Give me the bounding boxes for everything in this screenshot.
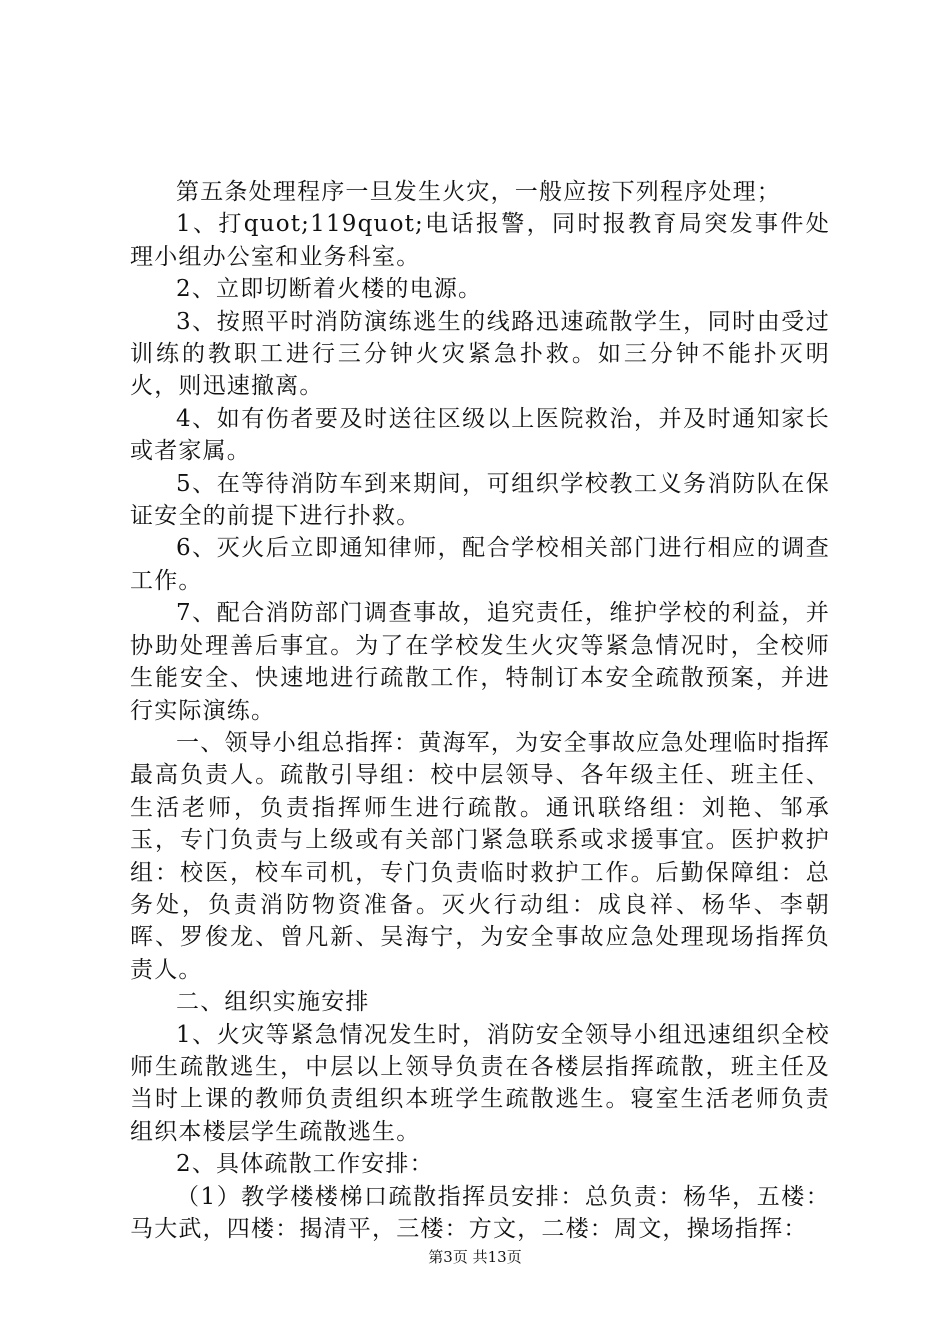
page-footer: 第3页 共13页	[428, 1248, 522, 1266]
paragraph-section-2-subitem-1: （1）教学楼楼梯口疏散指挥员安排：总负责：杨华，五楼：马大武，四楼：揭清平，三楼：方文，二楼：周文，操场指挥：	[130, 1183, 830, 1242]
paragraph-step-6: 6、灭火后立即通知律师，配合学校相关部门进行相应的调查工作。	[130, 535, 830, 594]
paragraph-section-2-item-1: 1、火灾等紧急情况发生时，消防安全领导小组迅速组织全校师生疏散逃生，中层以上领导负责在各楼层指挥疏散，班主任及当时上课的教师负责组织本班学生疏散逃生。寝室生活老师负责组织本楼层学生疏散逃生。	[130, 1021, 830, 1145]
document-body	[130, 176, 830, 1245]
paragraph-step-4: 4、如有伤者要及时送往区级以上医院救治，并及时通知家长或者家属。	[130, 405, 830, 465]
paragraph-step-5: 5、在等待消防车到来期间，可组织学校教工义务消防队在保证安全的前提下进行扑救。	[130, 470, 830, 530]
paragraph-article-5: 第五条处理程序一旦发生火灾，一般应按下列程序处理；	[176, 179, 781, 205]
section-heading-2: 二、组织实施安排	[176, 989, 370, 1016]
paragraph-section-1: 一、领导小组总指挥：黄海军，为安全事故应急处理临时指挥最高负责人。疏散引导组：校中层领导、各年级主任、班主任、生活老师，负责指挥师生进行疏散。通讯联络组：刘艳、邹承玉，专门负责与上级或有关部门紧急联系或求援事宜。医护救护组：校医，校车司机，专门负责临时救护工作。后勤保障组：总务处，负责消防物资准备。灭火行动组：成良祥、杨华、李朝晖、罗俊龙、曾凡新、吴海宁，为安全事故应急处理现场指挥负责人。	[130, 729, 830, 983]
paragraph-step-2: 2、立即切断着火楼的电源。	[176, 276, 483, 303]
paragraph-step-7: 7、配合消防部门调查事故，追究责任，维护学校的利益，并协助处理善后事宜。为了在学校发生火灾等紧急情况时，全校师生能安全、快速地进行疏散工作，特制订本安全疏散预案，并进行实际演练。	[130, 600, 830, 724]
paragraph-step-1: 1、打quot;119quot;电话报警，同时报教育局突发事件处理小组办公室和业务科室。	[130, 211, 830, 270]
paragraph-step-3: 3、按照平时消防演练逃生的线路迅速疏散学生，同时由受过训练的教职工进行三分钟火灾紧急扑救。如三分钟不能扑灭明火，则迅速撤离。	[130, 308, 830, 400]
paragraph-section-2-item-2: 2、具体疏散工作安排：	[176, 1151, 434, 1178]
